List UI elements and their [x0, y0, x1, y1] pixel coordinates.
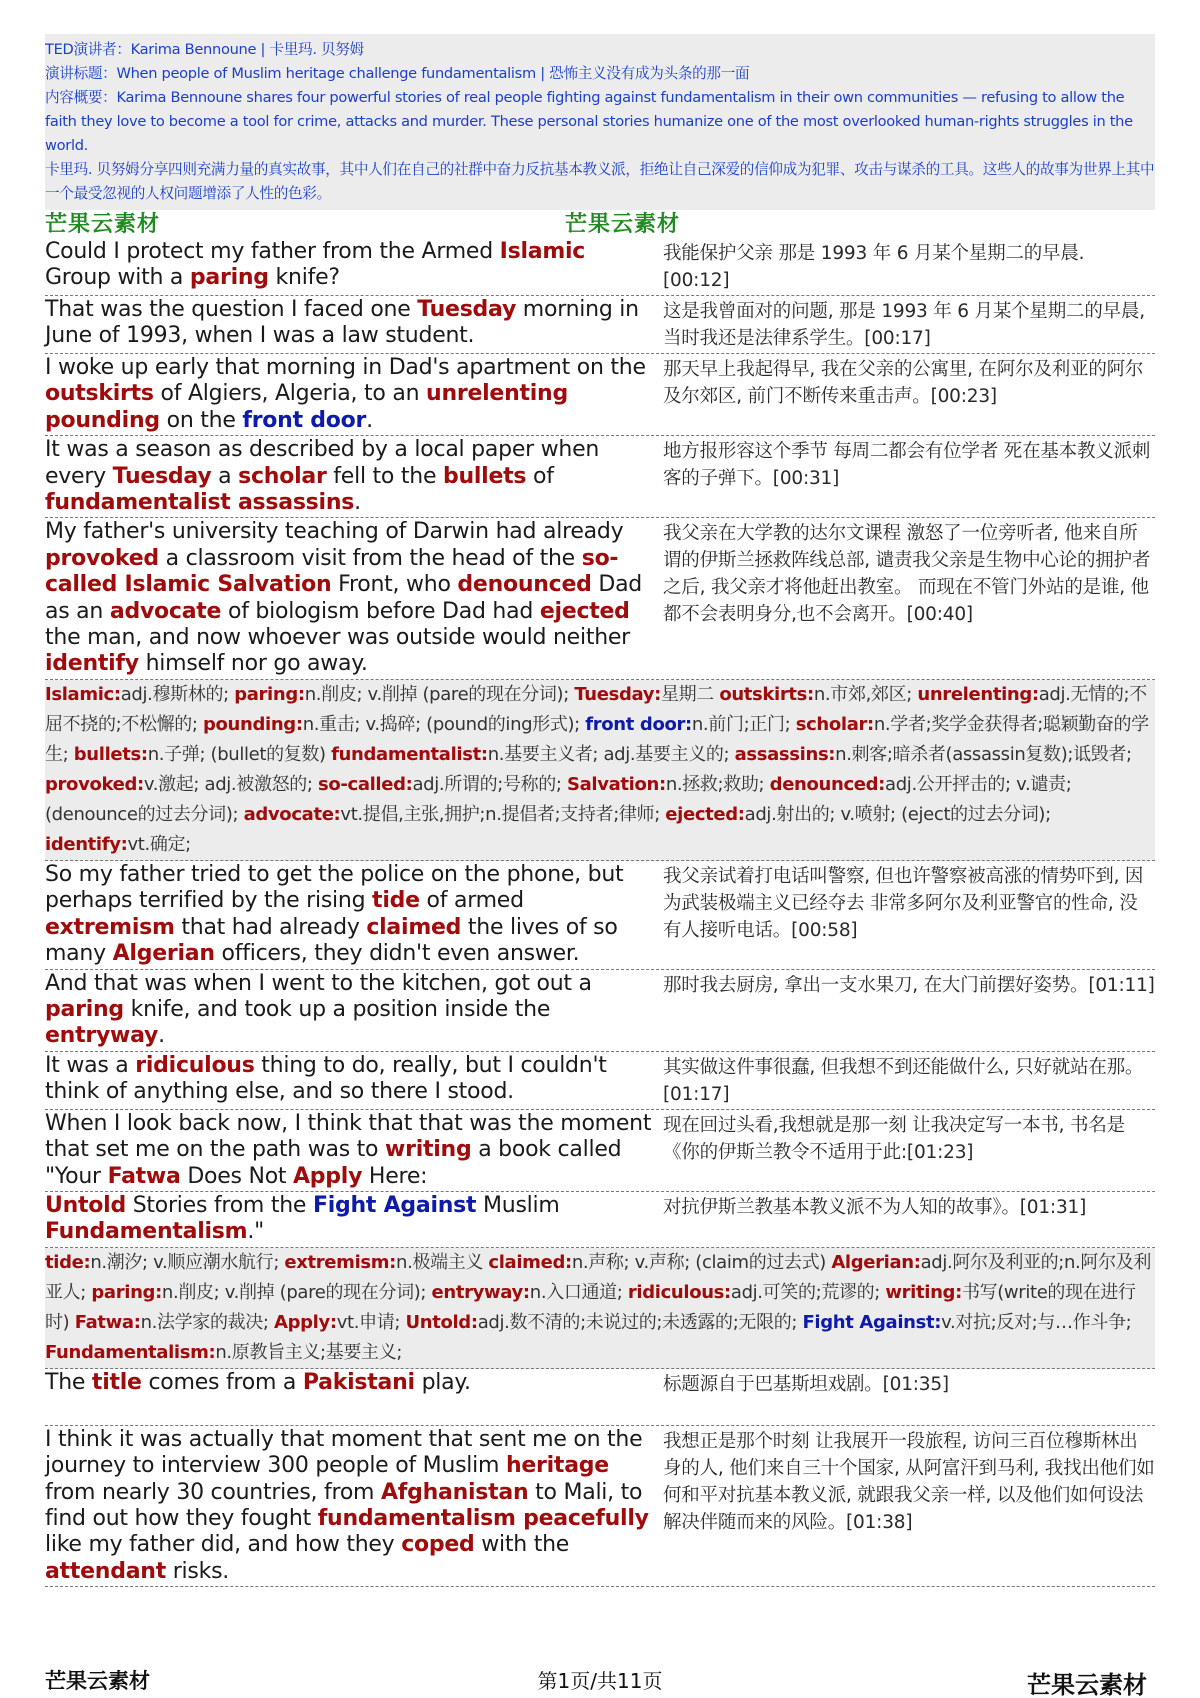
highlighted-word: outskirts — [45, 381, 154, 407]
vocab-word: so-called: — [318, 773, 413, 795]
sentence-text: a book called "Your — [45, 1137, 622, 1189]
sentence-text: that had already — [174, 914, 367, 940]
vocab-word: paring: — [234, 683, 305, 705]
chinese-translation: 我父亲试着打电话叫警察, 但也许警察被高涨的情势吓到, 因为武装极端主义已经夺去 非常多阿尔及利亚警官的性命, 没有人接听电话。[00:58] — [663, 865, 1144, 941]
vocab-word: Algerian: — [831, 1251, 921, 1273]
sentence-text: I think it was actually that moment that sent me on the journey to interview 300 people of Muslim — [45, 1426, 643, 1479]
highlighted-word: Apply — [293, 1163, 363, 1189]
sentence-text: officers, they didn't even answer. — [214, 941, 580, 967]
sentence-text: And that was when I went to the kitchen, got out a — [45, 970, 592, 996]
vocab-word: entryway: — [431, 1281, 530, 1303]
english-sentence — [45, 1369, 653, 1425]
chinese-translation: 我想正是那个时刻 让我展开一段旅程, 访问三百位穆斯林出身的人, 他们来自三十个国家, 从阿富汗到马利, 我找出他们如何和平对抗基本教义派, 就跟我父亲一样, 以及他们如何设法解决伴随而来的风险。[01:38] — [663, 1430, 1155, 1533]
highlighted-word: attendant — [45, 1558, 166, 1584]
vocab-definition: n.市郊,郊区; — [813, 683, 918, 705]
sentence-text: fell to the — [326, 463, 443, 489]
chinese-translation: 这是我曾面对的问题, 那是 1993 年 6 月某个星期二的早晨, 当时我还是法律系学生。[00:17] — [663, 301, 1145, 349]
vocab-word: Untold: — [405, 1311, 478, 1333]
sentence-text: of Algiers, Algeria, to an — [153, 381, 427, 407]
sentence-text: like my father did, and how they — [45, 1532, 402, 1558]
vocab-word: fundamentalist: — [331, 743, 488, 765]
vocabulary-block — [45, 1248, 1155, 1369]
vocab-word: denounced: — [769, 773, 886, 795]
sentence-text: play. — [414, 1369, 471, 1395]
highlighted-word: ejected — [539, 598, 630, 624]
sentence-text: . — [354, 490, 361, 516]
sentence-text: a — [211, 463, 239, 489]
vocab-definition: n.法学家的裁决; — [140, 1311, 274, 1333]
sentence-text: comes from a — [141, 1369, 303, 1395]
vocab-definition: 星期二 — [660, 683, 720, 705]
sentence-text: Could I protect my father from the Armed — [45, 239, 500, 264]
page-number: 第1页/共11页 — [537, 1669, 663, 1693]
sentence-text: That was the question I faced one — [45, 297, 418, 322]
sentence-row — [45, 296, 1155, 354]
highlighted-word: unrelenting — [426, 381, 568, 407]
sentence-text: himself nor go away. — [138, 651, 368, 677]
english-sentence — [45, 1110, 653, 1191]
vocab-word: extremism: — [284, 1251, 397, 1273]
highlighted-word: front door — [242, 407, 367, 433]
sentence-row — [45, 970, 1155, 1052]
vocab-definition: n.原教旨主义;基要主义; — [215, 1341, 403, 1363]
highlighted-word: fundamentalism peacefully — [317, 1505, 649, 1531]
english-sentence — [45, 238, 653, 295]
watermark-row — [45, 210, 1155, 238]
vocab-word: unrelenting: — [917, 683, 1039, 705]
info-line: TED演讲者：Karima Bennoune | 卡里玛. 贝努姆 — [45, 41, 364, 58]
sentence-text: . — [366, 407, 373, 433]
highlighted-word: Pakistani — [302, 1369, 415, 1395]
page-footer — [45, 1665, 1155, 1698]
sentence-text: ." — [247, 1219, 264, 1245]
sentence-text: with the — [474, 1532, 570, 1558]
chinese-translation: 那时我去厨房, 拿出一支水果刀, 在大门前摆好姿势。[01:11] — [663, 974, 1155, 996]
info-line: 内容概要：Karima Bennoune shares four powerful stories of real people fighting against fundamentalism in their own communities — refusing to allow the faith they love to become a tool for crime, attacks and murder. These personal stories humanize one of the most overlooked human-rights struggles in the world. — [45, 89, 1133, 154]
sentence-text: Does Not — [180, 1163, 294, 1189]
footer-watermark-right: 芒果云素材 — [1027, 1670, 1147, 1698]
vocab-word: advocate: — [243, 803, 341, 825]
highlighted-word: bullets — [442, 463, 527, 489]
highlighted-word: Algerian — [112, 941, 215, 967]
sentence-row — [45, 1110, 1155, 1192]
highlighted-word: Islamic — [499, 239, 586, 264]
sentence-text: Group with a — [45, 265, 190, 291]
sentence-row — [45, 518, 1155, 679]
vocab-word: writing: — [885, 1281, 962, 1303]
english-sentence — [45, 861, 653, 969]
highlighted-word: Fundamentalism — [45, 1219, 248, 1245]
chinese-translation: 标题源自于巴基斯坦戏剧。[01:35] — [663, 1373, 949, 1395]
vocab-word: Fatwa: — [74, 1311, 141, 1333]
vocab-word: ridiculous: — [627, 1281, 731, 1303]
highlighted-word: coped — [401, 1532, 475, 1558]
chinese-translation: 现在回过头看,我想就是那一刻 让我决定写一本书, 书名是《你的伊斯兰教令不适用于此:[01:23] — [663, 1114, 1125, 1163]
vocab-definition: n.拯救;救助; — [665, 773, 770, 795]
vocab-definition: n.子弹; (bullet的复数) — [147, 743, 332, 765]
highlighted-word: Afghanistan — [380, 1479, 529, 1505]
vocab-definition: adj.所谓的;号称的; — [412, 773, 567, 795]
sentence-text: My father's university teaching of Darwin had already — [45, 519, 624, 545]
english-sentence — [45, 1052, 653, 1109]
sentence-text: the lives of so many — [45, 914, 618, 967]
sentence-row — [45, 1052, 1155, 1110]
highlighted-word: identify — [45, 651, 139, 677]
highlighted-word: Fight Against — [312, 1192, 477, 1218]
english-sentence — [45, 518, 653, 678]
highlighted-word: so-called Islamic Salvation — [45, 545, 619, 598]
sentence-text: Dad as an — [45, 572, 643, 624]
sentence-text: a classroom visit from the head of the — [158, 545, 582, 571]
chinese-translation: 我父亲在大学教的达尔文课程 激怒了一位旁听者, 他来自所谓的伊斯兰拯救阵线总部, 谴责我父亲是生物中心论的拥护者之后, 我父亲才将他赶出教室。 而现在不管门外站的是谁, 他都不会表明身分,也不会离开。[00:40] — [663, 523, 1151, 626]
sentence-row — [45, 1192, 1155, 1248]
sentence-text: risks. — [165, 1558, 230, 1584]
footer-watermark-left: 芒果云素材 — [45, 1668, 150, 1693]
sentence-text: Here: — [362, 1163, 428, 1189]
vocab-definition: vt.提倡,主张,拥护;n.提倡者;支持者;律师; — [340, 803, 666, 825]
vocab-word: provoked: — [45, 773, 144, 795]
info-line: 卡里玛. 贝努姆分享四则充满力量的真实故事，其中人们在自己的社群中奋力反抗基本教义派，拒绝让自己深爱的信仰成为犯罪、攻击与谋杀的工具。这些人的故事为世界上其中一个最受忽视的人权问题增添了人性的色彩。 — [45, 161, 1155, 202]
vocab-definition: n.刺客;暗杀者(assassin复数);诋毁者; — [835, 743, 1132, 765]
sentence-text: thing to do, really, but I couldn't think of anything else, and so there I stood. — [45, 1052, 607, 1105]
vocab-word: claimed: — [488, 1251, 572, 1273]
vocab-definition: n.入口通道; — [529, 1281, 628, 1303]
vocab-definition: n.削皮; v.削掉 (pare的现在分词); — [304, 683, 575, 705]
highlighted-word: scholar — [238, 463, 327, 489]
sentence-row — [45, 238, 1155, 296]
document-page — [45, 34, 1155, 1587]
sentence-text: It was a season as described by a local paper when every — [45, 437, 600, 489]
talk-info-box — [45, 34, 1155, 210]
highlighted-word: Untold — [45, 1192, 126, 1218]
highlighted-word: advocate — [109, 598, 222, 624]
vocab-definition: n.潮汐; v.顺应潮水航行; — [90, 1251, 285, 1273]
sentence-text: of biologism before Dad had — [221, 598, 540, 624]
vocab-word: Fight Against: — [802, 1311, 942, 1333]
vocab-definition: n.声称; v.声称; (claim的过去式) — [571, 1251, 832, 1273]
vocab-word: outskirts: — [719, 683, 814, 705]
highlighted-word: extremism — [45, 914, 175, 940]
sentence-row — [45, 1426, 1155, 1587]
watermark-left: 芒果云素材 — [45, 211, 161, 237]
watermark-right: 芒果云素材 — [565, 211, 681, 237]
highlighted-word: paring — [189, 265, 269, 291]
sentence-text: The — [45, 1369, 92, 1395]
vocab-definition: n.基要主义者; adj.基要主义的; — [487, 743, 735, 765]
vocab-definition: n.削皮; v.削掉 (pare的现在分词); — [161, 1281, 432, 1303]
transcript-blocks — [45, 238, 1155, 1587]
highlighted-word: entryway — [45, 1023, 159, 1049]
sentence-text: Muslim — [476, 1192, 560, 1218]
vocab-word: Fundamentalism: — [45, 1341, 216, 1363]
sentence-text: morning in June of 1993, when I was a law student. — [45, 297, 639, 349]
vocab-definition: n.极端主义 — [396, 1251, 489, 1273]
vocab-word: Islamic: — [45, 683, 121, 705]
vocab-definition: adj.数不清的;未说过的;未透露的;无限的; — [477, 1311, 803, 1333]
sentence-row — [45, 1369, 1155, 1426]
highlighted-word: provoked — [45, 545, 159, 571]
vocab-definition: adj.射出的; v.喷射; (eject的过去分词); — [744, 803, 1051, 825]
vocab-definition: adj.穆斯林的; — [120, 683, 235, 705]
vocab-definition: adj.阿尔及利亚的;n.阿尔及利亚人; — [45, 1251, 1152, 1303]
sentence-text: I woke up early that morning in Dad's apartment on the — [45, 355, 646, 380]
sentence-text: to Mali, to find out how they fought — [45, 1479, 643, 1531]
vocab-word: pounding: — [203, 713, 303, 735]
chinese-translation: 对抗伊斯兰教基本教义派不为人知的故事》。[01:31] — [663, 1196, 1087, 1218]
sentence-text: of armed — [419, 888, 524, 914]
sentence-text: of — [526, 463, 554, 489]
sentence-text: It was a — [45, 1052, 136, 1078]
highlighted-word: writing — [385, 1137, 472, 1163]
highlighted-word: Tuesday — [417, 297, 517, 322]
vocab-definition: v.对抗;反对;与…作斗争; — [941, 1311, 1132, 1333]
vocab-word: bullets: — [73, 743, 148, 765]
english-sentence — [45, 436, 653, 517]
vocab-definition: 书写(write的现在进行时) — [45, 1281, 1136, 1333]
vocab-definition: adj.公开抨击的; v.谴责; (denounce的过去分词); — [45, 773, 1072, 825]
chinese-translation: 那天早上我起得早, 我在父亲的公寓里, 在阿尔及利亚的阿尔及尔郊区, 前门不断传来重击声。[00:23] — [663, 359, 1144, 407]
vocab-definition: n.前门;正门; — [691, 713, 796, 735]
vocab-word: Salvation: — [566, 773, 666, 795]
vocab-word: front door: — [585, 713, 692, 735]
vocab-word: Apply: — [274, 1311, 337, 1333]
highlighted-word: ridiculous — [135, 1052, 255, 1078]
vocab-word: assassins: — [734, 743, 836, 765]
highlighted-word: denounced — [457, 572, 592, 598]
vocab-definition: adj.可笑的;荒谬的; — [730, 1281, 886, 1303]
highlighted-word: Fatwa — [107, 1163, 181, 1189]
sentence-text: Stories from the — [125, 1192, 313, 1218]
highlighted-word: pounding — [45, 407, 160, 433]
sentence-text: . — [158, 1023, 165, 1049]
highlighted-word: claimed — [366, 914, 462, 940]
vocab-word: tide: — [45, 1251, 91, 1273]
sentence-text: the man, and now whoever was outside would neither — [45, 625, 630, 651]
vocab-definition: vt.申请; — [336, 1311, 406, 1333]
sentence-text: from nearly 30 countries, from — [45, 1479, 381, 1505]
highlighted-word: paring — [45, 996, 124, 1022]
sentence-row — [45, 861, 1155, 970]
sentence-text: on the — [159, 407, 243, 433]
english-sentence — [45, 970, 653, 1051]
vocab-word: ejected: — [665, 803, 745, 825]
sentence-text: knife? — [268, 265, 340, 291]
english-sentence — [45, 1192, 653, 1247]
english-sentence — [45, 296, 653, 353]
vocab-definition: n.重击; v.捣碎; (pound的ing形式); — [302, 713, 586, 735]
highlighted-word: heritage — [505, 1453, 609, 1479]
vocab-definition: adj.无情的;不屈不挠的;不松懈的; — [45, 683, 1147, 735]
sentence-text: Front, who — [331, 572, 458, 598]
vocab-definition: v.激起; adj.被激怒的; — [143, 773, 318, 795]
vocab-word: paring: — [91, 1281, 162, 1303]
highlighted-word: title — [91, 1369, 142, 1395]
vocab-word: Tuesday: — [574, 683, 661, 705]
english-sentence — [45, 1426, 653, 1586]
highlighted-word: Tuesday — [112, 463, 212, 489]
vocab-definition: n.学者;奖学金获得者;聪颖勤奋的学生; — [45, 713, 1149, 765]
sentence-text: So my father tried to get the police on the phone, but perhaps terrified by the rising — [45, 861, 624, 914]
sentence-text: knife, and took up a position inside the — [123, 996, 551, 1022]
vocab-word: scholar: — [795, 713, 874, 735]
english-sentence — [45, 354, 653, 435]
info-line: 演讲标题：When people of Muslim heritage challenge fundamentalism | 恐怖主义没有成为头条的那一面 — [45, 65, 750, 82]
vocab-definition: vt.确定; — [127, 833, 191, 855]
highlighted-word: fundamentalist assassins — [45, 490, 355, 516]
chinese-translation: 我能保护父亲 那是 1993 年 6 月某个星期二的早晨. [00:12] — [663, 243, 1085, 291]
chinese-translation: 地方报形容这个季节 每周二都会有位学者 死在基本教义派刺客的子弹下。[00:31] — [663, 441, 1151, 490]
sentence-row — [45, 436, 1155, 518]
chinese-translation: 其实做这件事很蠢, 但我想不到还能做什么, 只好就站在那。[01:17] — [663, 1056, 1144, 1105]
sentence-text: When I look back now, I think that that was the moment that set me on the path was to — [45, 1110, 652, 1163]
vocabulary-block — [45, 680, 1155, 861]
vocab-word: identify: — [45, 833, 128, 855]
highlighted-word: tide — [372, 888, 420, 914]
sentence-row — [45, 354, 1155, 436]
